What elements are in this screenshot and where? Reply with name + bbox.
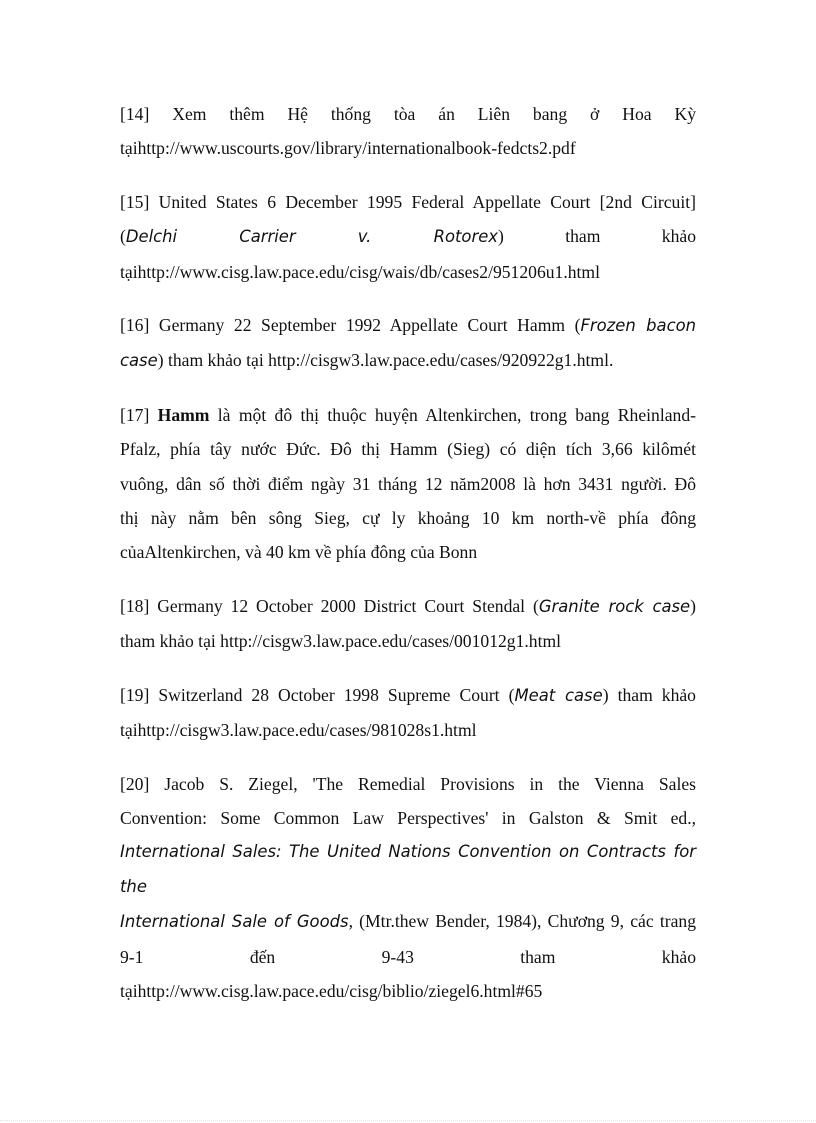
footnote-text: Xem thêm Hệ thống tòa án Liên bang ở Hoa Kỳ	[172, 104, 696, 124]
footnote-16-link[interactable]: ) tham khảo tại http://cisgw3.law.pace.edu/cases/920922g1.html.	[157, 350, 614, 371]
footnote-18-line-1: [18] Germany 12 October 2000 District Court Stendal (Granite rock case)	[120, 595, 696, 616]
case-name: Granite rock case	[538, 596, 691, 616]
footnote-17-line-4: thị này nằm bên sông Sieg, cự ly khoảng 10 km north-về phía đông	[120, 508, 696, 529]
footnote-number: [16]	[120, 315, 150, 336]
footnote-17-line-5: củaAltenkirchen, và 40 km về phía đông của Bonn	[120, 542, 478, 563]
footnote-17-line-2: Pfalz, phía tây nước Đức. Đô thị Hamm (Sieg) có diện tích 3,66 kilômét	[120, 439, 696, 460]
footnote-16-line-2: case) tham khảo tại http://cisgw3.law.pace.edu/cases/920922g1.html.	[120, 350, 614, 371]
footnote-19-line-1: [19] Switzerland 28 October 1998 Supreme Court (Meat case) tham khảo	[120, 684, 696, 705]
footnote-20	[120, 767, 696, 1009]
footnote-16-line-1: [16] Germany 22 September 1992 Appellate Court Hamm (Frozen bacon	[120, 315, 696, 336]
footnote-18	[120, 589, 696, 659]
footnote-19-link[interactable]: tạihttp://cisgw3.law.pace.edu/cases/981028s1.html	[120, 720, 477, 741]
footnote-14-line-1	[120, 97, 696, 131]
page-bottom-divider	[0, 1120, 816, 1121]
book-title: International Sales: The United Nations Convention on Contracts for the	[120, 842, 696, 896]
case-name: Meat case	[514, 685, 603, 705]
case-name: Frozen bacon	[580, 316, 696, 336]
footnote-15-line-2: (Delchi Carrier v. Rotorex) tham khảo	[120, 226, 696, 247]
footnote-19	[120, 678, 696, 748]
footnote-text: United States 6 December 1995 Federal Appellate Court [2nd Circuit]	[158, 191, 696, 212]
footnote-16	[120, 308, 696, 379]
footnote-18-link[interactable]: tham khảo tại http://cisgw3.law.pace.edu/cases/001012g1.html	[120, 631, 562, 652]
footnote-15	[120, 185, 696, 289]
footnote-number: [19]	[120, 684, 150, 705]
footnote-number: [20]	[120, 773, 150, 794]
footnote-20-line-2: Convention: Some Common Law Perspectives' in Galston & Smit ed.,	[120, 807, 696, 828]
footnote-14	[120, 97, 696, 166]
footnote-20-line-4: International Sale of Goods, (Mtr.thew Bender, 1984), Chương 9, các trang	[120, 911, 696, 932]
footnotes-page	[120, 97, 696, 1027]
footnote-14-link[interactable]: tạihttp://www.uscourts.gov/library/internationalbook-fedcts2.pdf	[120, 138, 576, 159]
footnote-20-line-5: 9-1 đến 9-43 tham khảo	[120, 946, 696, 967]
footnote-number: [18]	[120, 595, 150, 616]
case-name: Delchi Carrier v. Rotorex	[125, 227, 498, 247]
footnote-20-link[interactable]: tạihttp://www.cisg.law.pace.edu/cisg/biblio/ziegel6.html#65	[120, 980, 543, 1001]
footnote-15-link[interactable]: tạihttp://www.cisg.law.pace.edu/cisg/wais/db/cases2/951206u1.html	[120, 261, 600, 282]
footnote-17-line-3: vuông, dân số thời điểm ngày 31 tháng 12 năm2008 là hơn 3431 người. Đô	[120, 473, 696, 494]
footnote-number: [14]	[120, 104, 150, 124]
footnote-20-line-1: [20] Jacob S. Ziegel, 'The Remedial Provisions in the Vienna Sales	[120, 773, 697, 794]
footnote-17-line-1: [17] Hamm là một đô thị thuộc huyện Altenkirchen, trong bang Rheinland-	[120, 404, 696, 425]
footnote-17	[120, 398, 696, 570]
term-hamm: Hamm	[157, 404, 210, 425]
footnote-number: [15]	[120, 191, 150, 212]
footnote-number: [17]	[120, 404, 150, 425]
footnote-15-line-1	[120, 185, 696, 219]
